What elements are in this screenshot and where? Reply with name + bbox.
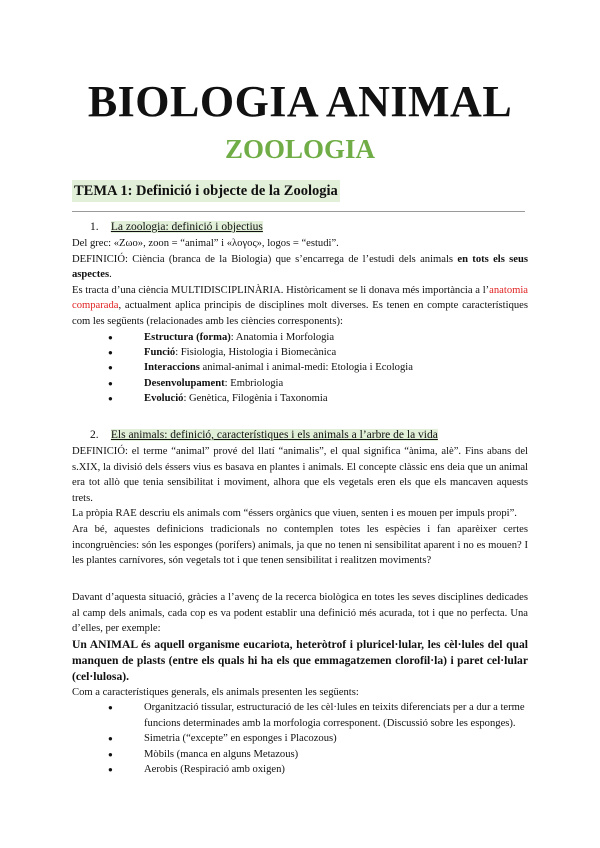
list-item-bold: Evolució [144, 393, 184, 405]
rae-paragraph: La pròpia RAE descriu els animals com “éssers orgànics que viuen, senten i es mouen per impuls propi”. [72, 508, 517, 520]
list-item-bold: Estructura (forma) [144, 331, 231, 343]
list-item-bold: Interaccions [144, 362, 200, 374]
list-item-bold: Desenvolupament [144, 377, 225, 389]
list-item-bold: Funció [144, 346, 176, 358]
section-2-title: Els animals: definició, característiques i els animals a l’arbre de la vida [110, 429, 438, 441]
multidisciplinary-paragraph [72, 283, 528, 330]
list-item-text: : Embriologia [224, 377, 284, 389]
document-title: BIOLOGIA ANIMAL [87, 77, 513, 126]
list-item: ● Simetria (“excepte” en esponges i Placozous) [108, 731, 528, 746]
characteristics-intro: Com a característiques generals, els animals presenten les següents: [72, 686, 359, 698]
list-item [108, 391, 528, 406]
section-1-number: 1. [90, 221, 99, 233]
greek-etymology: Del grec: «Ζωο», zoon = “animal” i «λογος», logos = “estudi”. [72, 238, 339, 249]
list-item-text: : Anatomia i Morfologia [230, 331, 335, 343]
list-item-text: : Genètica, Filogènia i Taxonomia [183, 393, 328, 405]
anatomia-comparada-highlight: anatomia comparada [72, 284, 528, 312]
research-paragraph: Davant d’aquesta situació, gràcies a l’avenç de la recerca biològica en totes les seves disciplines dedicades al camp dels animals, cada cop es va podent establir una definició més acurada, tot i que no perfecta. Una d’elles, per exemple: [72, 592, 528, 635]
section-2-heading [90, 427, 438, 443]
multi-text: Es tracta d’una ciència MULTIDISCIPLINÀRIA. Històricament se li donava més importància a l’ [72, 284, 490, 296]
disciplines-list [72, 330, 528, 407]
document-subtitle: ZOOLOGIA [224, 134, 376, 164]
multi-text-end: , actualment aplica principis de disciplines molt diverses. Es tenen en compte característiques com les següents (relacionades amb les ciències corresponents): [72, 300, 528, 327]
section-1-title: La zoologia: definició i objectius [110, 221, 263, 233]
list-item-text: animal-animal i animal-medi: Etologia i Ecologia [199, 362, 413, 374]
zoology-definition [72, 252, 528, 283]
tema-heading: TEMA 1: Definició i objecte de la Zoologia [72, 180, 340, 202]
horizontal-rule [72, 211, 525, 212]
list-item-text: : Fisiologia, Histologia i Biomecànica [175, 346, 337, 358]
definition-bold: en tots els seus aspectes [72, 253, 528, 281]
definition-text: DEFINICIÓ: Ciència (branca de la Biologia) que s’encarrega de l’estudi dels animals [72, 253, 458, 265]
animal-definition-paragraph: DEFINICIÓ: el terme “animal” prové del llatí “animalis”, el qual significa “ànima, alè”. Fins abans del s.XIX, la divisió dels éssers vius es basava en plantes i animals. El concepte clàssic ens deia que un animal era tot allò que tenia sensibilitat i moviment, alhora que els vegetals eren els que els mancaven aquests trets. [72, 446, 528, 504]
list-item: ● Organització tissular, estructuració de les cèl·lules en teixits diferenciats per a dur a terme funcions determinades amb la morfologia corresponent. (Discussió sobre les esponges). [108, 700, 528, 731]
list-item: ● Aerobis (Respiració amb oxigen) [108, 762, 528, 777]
section-2-number: 2. [90, 429, 99, 441]
section-1-body [72, 236, 528, 407]
characteristics-list [72, 700, 528, 777]
list-item [108, 330, 528, 345]
list-item [108, 345, 528, 360]
incongruences-paragraph: Ara bé, aquestes definicions tradicionals no contemplen totes les espècies i fan aparèixer certes incongruències: són les esponges (porífers) animals, ja que no tenen ni sensibilitat aparent i no es mouen? I les plantes carnívores, són vegetals tot i que tenen sensibilitat i realitzen moviments? [72, 523, 528, 567]
section-1-heading [90, 219, 263, 235]
section-2-body-continued [72, 590, 528, 777]
animal-definition-bold: Un ANIMAL és aquell organisme eucariota, heteròtrof i pluricel·lular, les cèl·lules del qual manquen de plasts (entre els quals hi ha els que emmagatzemen clorofil·la) i paret cel·lular (cel·lulosa). [72, 637, 528, 683]
section-2-body [72, 444, 528, 569]
list-item [108, 376, 528, 391]
list-item: ● Mòbils (manca en alguns Metazous) [108, 747, 528, 762]
list-item [108, 360, 528, 375]
definition-end: . [109, 269, 112, 281]
